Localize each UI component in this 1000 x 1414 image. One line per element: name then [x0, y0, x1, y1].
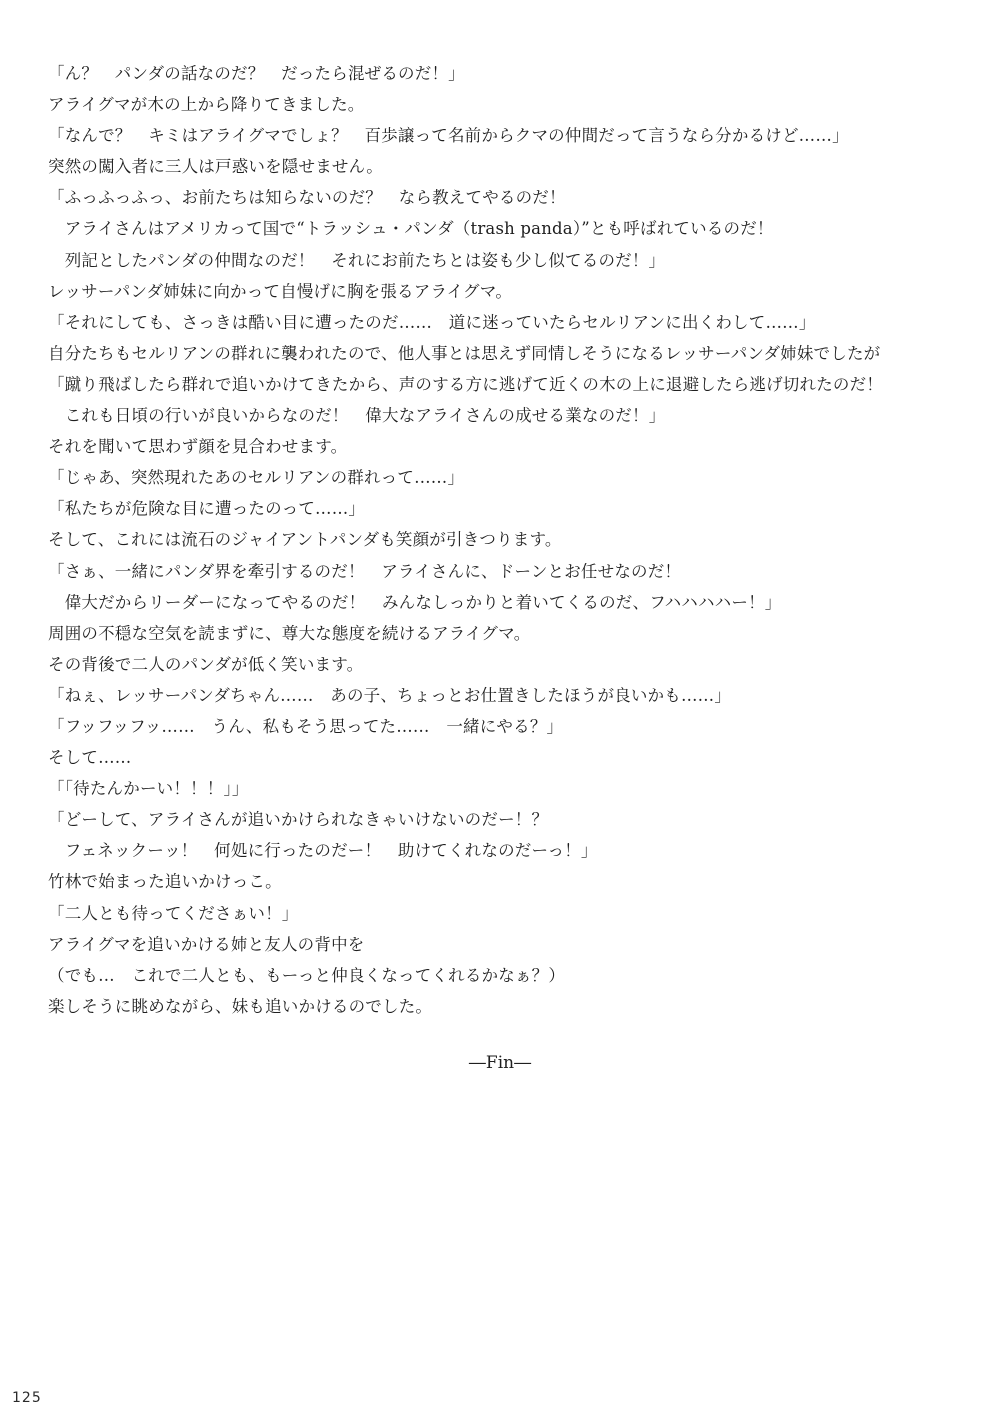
text-line: 「さぁ、一緒にパンダ界を牽引するのだ！ アライさんに、ドーンとお任せなのだ！ — [48, 561, 682, 581]
text-line: それを聞いて思わず顔を見合わせます。 — [48, 437, 348, 457]
text-line: 「ねぇ、レッサーパンダちゃん…… あの子、ちょっとお仕置きしたほうが良いかも……」 — [48, 685, 732, 705]
text-line: 周囲の不穏な空気を読まずに、尊大な態度を続けるアライグマ。 — [48, 623, 531, 643]
text-line: 「ふっふっふっ、お前たちは知らないのだ？ なら教えてやるのだ！ — [48, 188, 566, 208]
text-line: アライさんはアメリカって国で“トラッシュ・パンダ（trash panda）”とも呼ばれているのだ！ — [48, 219, 774, 239]
text-line: 「蹴り飛ばしたら群れで追いかけてきたから、声のする方に逃げて近くの木の上に退避したら逃げ切れたのだ！ — [48, 374, 884, 394]
text-line: アライグマが木の上から降りてきました。 — [48, 95, 365, 115]
story-text — [48, 58, 978, 1022]
text-line: フェネックーッ！ 何処に行ったのだー！ 助けてくれなのだーっ！」 — [48, 841, 598, 861]
text-line: レッサーパンダ姉妹に向かって自慢げに胸を張るアライグマ。 — [48, 281, 513, 301]
page-number: 125 — [12, 1390, 42, 1406]
text-line: アライグマを追いかける姉と友人の背中を — [48, 934, 365, 954]
text-line: 突然の闖入者に三人は戸惑いを隠せません。 — [48, 157, 383, 177]
text-line: そして…… — [48, 748, 132, 768]
fin-marker: ―Fin― — [468, 1053, 532, 1073]
text-line: 「ん？ パンダの話なのだ？ だったら混ぜるのだ！」 — [48, 64, 465, 83]
text-line: 自分たちもセルリアンの群れに襲われたので、他人事とは思えず同情しそうになるレッサーパンダ姉妹でしたが — [48, 343, 881, 363]
text-line: 「私たちが危険な目に遭ったのって……」 — [48, 499, 366, 519]
text-line: これも日頃の行いが良いからなのだ！ 偉大なアライさんの成せる業なのだ！」 — [48, 406, 666, 426]
text-line: 「なんで？ キミはアライグマでしょ？ 百歩譲って名前からクマの仲間だって言うなら分かるけど……」 — [48, 126, 849, 146]
text-line: 偉大だからリーダーになってやるのだ！ みんなしっかりと着いてくるのだ、フハハハハー！」 — [48, 592, 782, 612]
text-line: その背後で二人のパンダが低く笑います。 — [48, 654, 364, 674]
text-line: 「それにしても、さっきは酷い目に遭ったのだ…… 道に迷っていたらセルリアンに出くわして……」 — [48, 312, 816, 332]
text-line: そして、これには流石のジャイアントパンダも笑顔が引きつります。 — [48, 530, 562, 550]
text-line: 「「待たんかーい！！！」」 — [48, 779, 249, 799]
text-line: 竹林で始まった追いかけっこ。 — [48, 872, 282, 892]
text-line: （でも… これで二人とも、もーっと仲良くなってくれるかなぁ？） — [48, 965, 566, 985]
text-line: 「じゃあ、突然現れたあのセルリアンの群れって……」 — [48, 468, 465, 488]
text-line: 「どーして、アライさんが追いかけられなきゃいけないのだー！？ — [48, 810, 549, 830]
text-line: 「二人とも待ってくださぁい！」 — [48, 903, 299, 923]
text-line: 楽しそうに眺めながら、妹も追いかけるのでした。 — [48, 996, 433, 1016]
text-line: 列記としたパンダの仲間なのだ！ それにお前たちとは姿も少し似てるのだ！」 — [48, 250, 666, 270]
text-line: 「フッフッフッ…… うん、私もそう思ってた…… 一緒にやる？」 — [48, 716, 564, 736]
